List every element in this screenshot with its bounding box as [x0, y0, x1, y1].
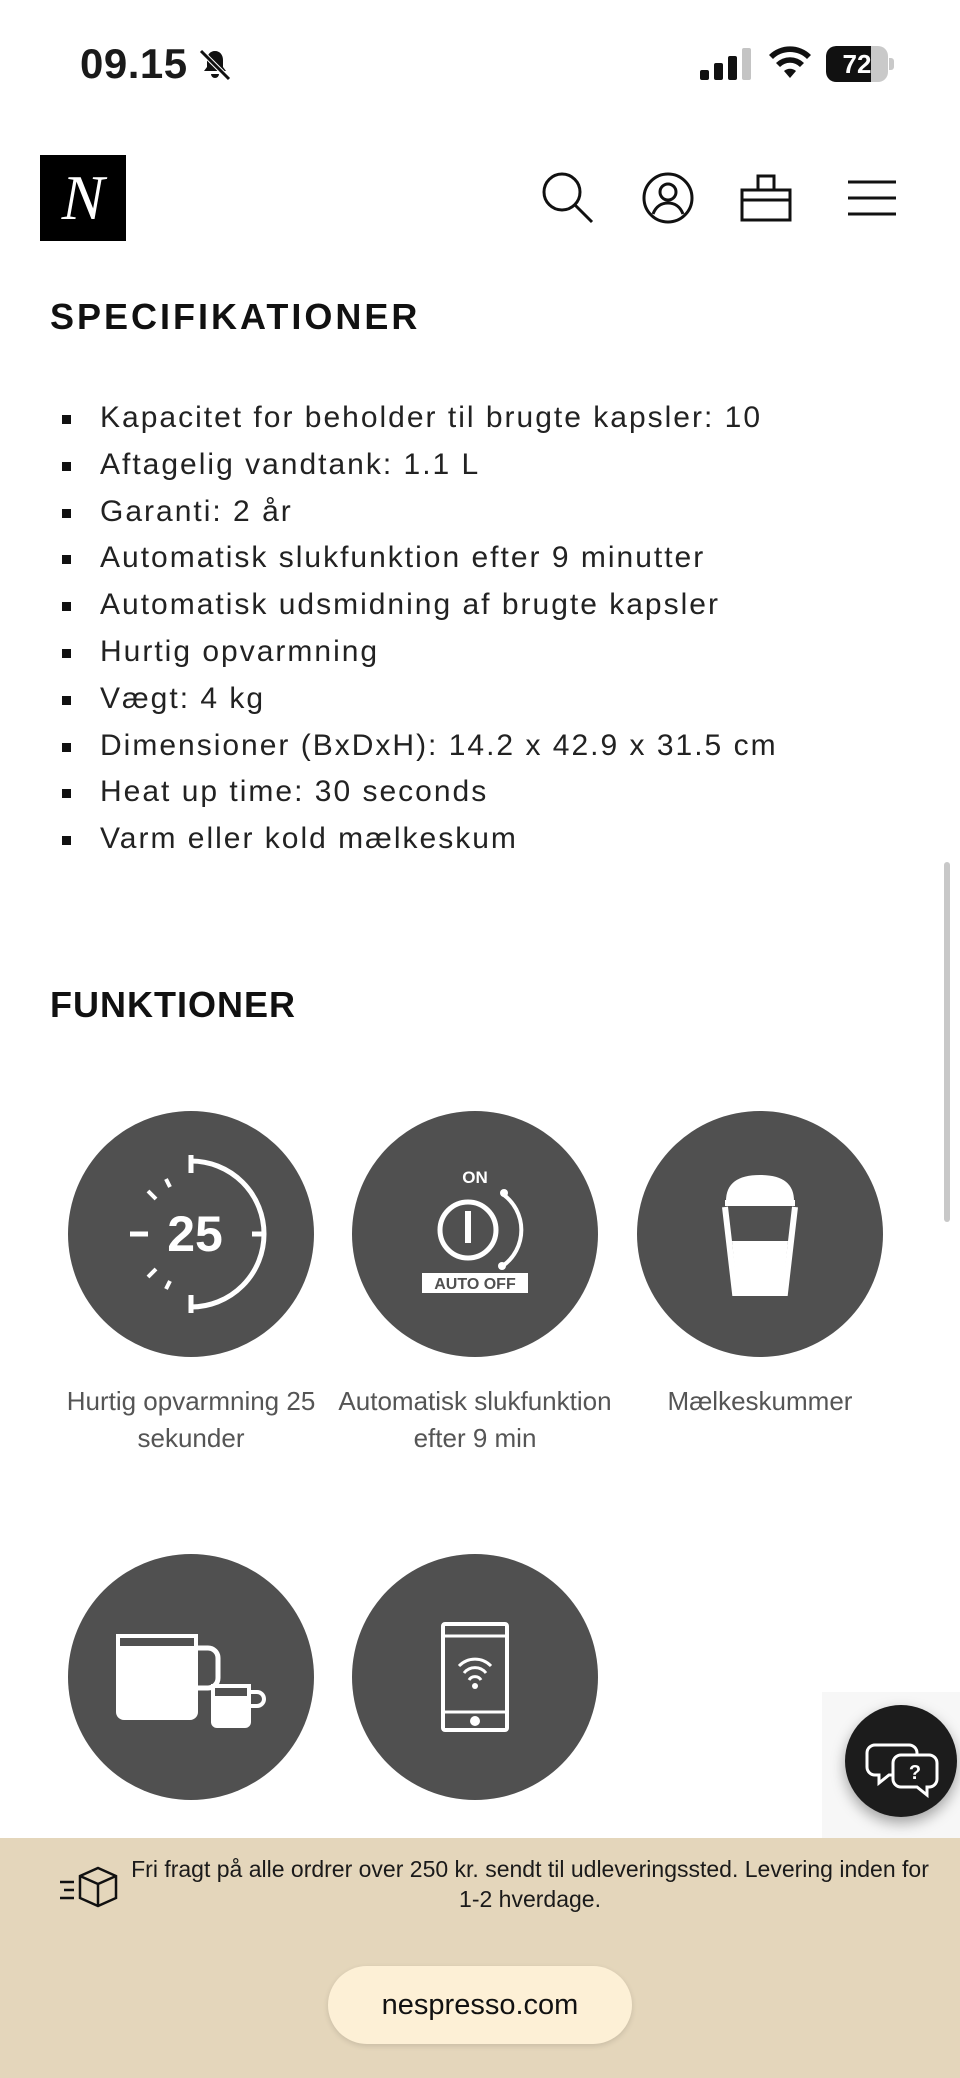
auto-off-icon — [352, 1111, 598, 1357]
search-icon[interactable] — [540, 170, 596, 226]
list-item: Aftagelig vandtank: 1.1 L — [60, 442, 920, 489]
svg-text:?: ? — [908, 1762, 922, 1784]
scrollbar[interactable] — [944, 862, 950, 1222]
list-item: Vægt: 4 kg — [60, 676, 920, 723]
timer-25-icon — [68, 1111, 314, 1357]
feature-label: Mælkeskummer — [667, 1386, 853, 1416]
cup-sizes-icon — [68, 1554, 314, 1800]
site-header — [0, 150, 960, 250]
functions-title: FUNKTIONER — [50, 984, 296, 1025]
shipping-text: Fri fragt på alle ordrer over 250 kr. sendt til udleveringssted. Levering inden for 1-2 hverdage. — [131, 1856, 929, 1912]
list-item: Automatisk udsmidning af brugte kapsler — [60, 582, 920, 629]
delivery-box-icon — [58, 1862, 118, 1912]
list-item: Automatisk slukfunktion efter 9 minutter — [60, 535, 920, 582]
menu-icon[interactable] — [844, 170, 900, 226]
on-label: ON — [462, 1168, 488, 1187]
auto-off-label: AUTO OFF — [434, 1276, 516, 1293]
list-item: Hurtig opvarmning — [60, 629, 920, 676]
list-item: Varm eller kold mælkeskum — [60, 816, 920, 863]
feature-auto-off — [333, 1111, 617, 1457]
timer-value: 25 — [167, 1206, 223, 1262]
shipping-banner — [0, 1838, 960, 2078]
feature-label: Automatisk slukfunktion efter 9 min — [338, 1386, 612, 1453]
signal-icon — [700, 48, 752, 80]
status-time: 09.15 — [80, 40, 188, 87]
specifications-title: SPECIFIKATIONER — [50, 296, 421, 337]
wifi-icon — [768, 44, 812, 80]
bell-slash-icon — [196, 46, 234, 84]
list-item: Dimensioner (BxDxH): 14.2 x 42.9 x 31.5 cm — [60, 723, 920, 770]
status-bar — [0, 0, 960, 130]
specifications-list — [60, 395, 920, 863]
smartphone-wifi-icon — [352, 1554, 598, 1800]
list-item: Kapacitet for beholder til brugte kapsler: 10 — [60, 395, 920, 442]
nespresso-logo[interactable]: N — [40, 155, 126, 241]
feature-fast-heatup — [49, 1111, 333, 1457]
feature-cup-sizes — [49, 1554, 333, 1800]
chat-help-icon[interactable] — [845, 1705, 957, 1817]
feature-smartphone — [333, 1554, 617, 1800]
milk-frother-icon — [637, 1111, 883, 1357]
list-item: Garanti: 2 år — [60, 489, 920, 536]
list-item: Heat up time: 30 seconds — [60, 769, 920, 816]
feature-label: Hurtig opvarmning 25 sekunder — [66, 1386, 316, 1453]
battery-icon — [826, 46, 894, 82]
account-icon[interactable] — [640, 170, 696, 226]
feature-milk-frother — [618, 1111, 902, 1420]
battery-level: 72 — [842, 49, 872, 79]
bag-icon[interactable] — [738, 170, 794, 226]
url-bar[interactable]: nespresso.com — [328, 1966, 632, 2044]
